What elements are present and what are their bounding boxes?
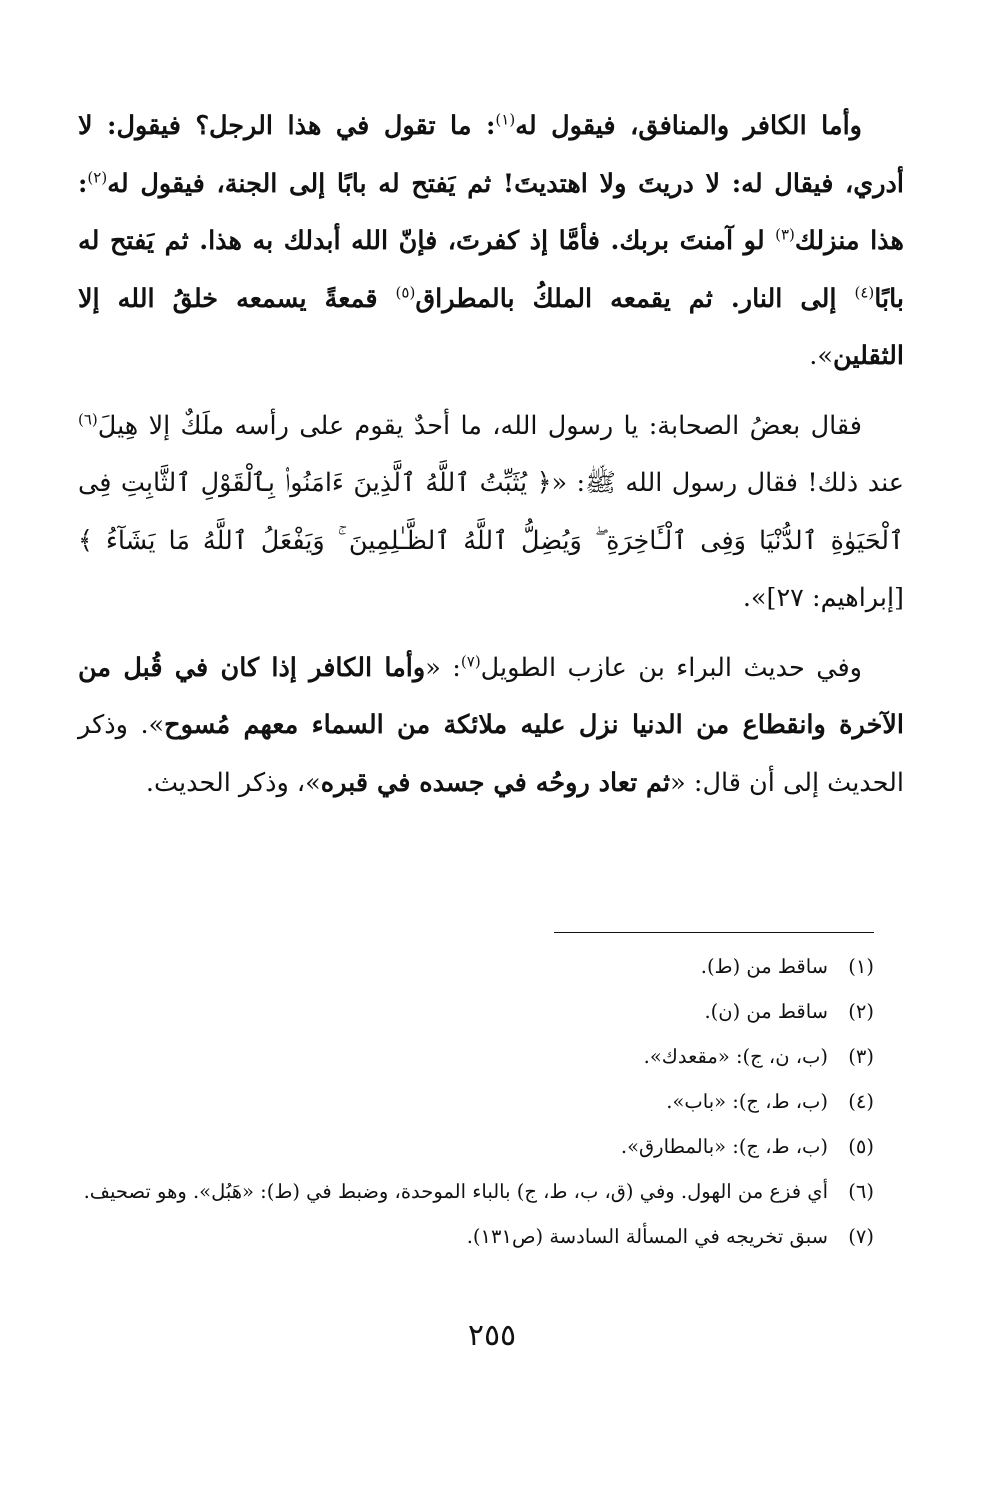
footnote-text: (ب، ط، ج): «باب». — [666, 1090, 828, 1113]
text-segment: عند ذلك! فقال رسول الله ﷺ: «﴿ يُثَبِّتُ ٱللَّهُ ٱلَّذِينَ ءَامَنُوا۟ بِٱلْقَوْلِ ٱلثَّابِتِ فِى ٱلْحَيَوٰةِ ٱلدُّنْيَا وَفِى ٱلْـَٔاخِرَةِ ۖ وَيُضِلُّ ٱللَّهُ ٱلظَّـٰلِمِينَ ۚ وَيَفْعَلُ ٱللَّهُ مَا يَشَآءُ ﴾ [إبراهيم: ٢٧]». — [78, 468, 904, 613]
footnote-item — [78, 1124, 874, 1169]
page-number: ٢٥٥ — [467, 1318, 517, 1353]
footnote-text: (ب، ن، ج): «مقعدك». — [643, 1045, 828, 1068]
footnote-marker: (٣) — [775, 225, 795, 244]
footnote-number: (٥) — [848, 1135, 874, 1158]
footnote-number: (٢) — [848, 1000, 874, 1023]
text-segment: ». — [809, 341, 833, 371]
footnote-item — [78, 1034, 874, 1079]
footnote-text: أي فزع من الهول. وفي (ق، ب، ط، ج) بالباء الموحدة، وضبط في (ط): «هَبُل». وهو تصحيف. — [83, 1180, 828, 1203]
footnote-marker: (٧) — [460, 652, 481, 670]
footnote-number: (٤) — [848, 1090, 874, 1113]
footnote-text: ساقط من (ن). — [704, 1000, 828, 1023]
footnote-item — [78, 1214, 874, 1259]
bold-text-segment: وأما الكافر إذا كان في قُبل من الآخرة وانقطاع من الدنيا نزل عليه ملائكة من السماء معهم مُسوح — [78, 652, 904, 740]
bold-text-segment: ثم تعاد روحُه في جسده في قبره — [320, 767, 671, 798]
footnote-text: سبق تخريجه في المسألة السادسة (ص١٣١). — [466, 1225, 828, 1248]
text-segment: وفي حديث البراء بن عازب الطويل — [480, 652, 862, 683]
footnote-marker: (١) — [495, 110, 516, 129]
footnote-separator — [554, 932, 874, 933]
bold-text-segment: قمعةً يسمعه خلقُ الله إلا الثقلين — [78, 283, 904, 371]
bold-text-segment: إلى النار. ثم يقمعه الملكُ بالمطراق — [415, 283, 855, 314]
bold-text-segment: وأما الكافر والمنافق، فيقول له — [515, 111, 862, 141]
footnote-number: (٦) — [848, 1180, 874, 1203]
footnote-item — [78, 1169, 874, 1214]
footnote-marker: (٦) — [78, 410, 98, 428]
footnote-number: (١) — [848, 955, 874, 978]
text-segment: ». وذكر الحديث إلى أن قال: « — [78, 710, 904, 798]
main-text-body — [78, 98, 904, 812]
text-segment: فقال بعضُ الصحابة: يا رسول الله، ما أحدٌ يقوم على رأسه ملَكٌ إلا هِيلَ — [97, 410, 862, 441]
footnote-number: (٣) — [848, 1045, 874, 1068]
paragraph-sahaba-question — [78, 398, 904, 628]
footnote-text: ساقط من (ط). — [700, 955, 828, 978]
bold-text-segment: لو آمنتَ بربك. فأمَّا إذ كفرتَ، فإنّ الله أبدلك به هذا. ثم يَفتح له بابًا — [78, 226, 905, 314]
footnote-item — [78, 944, 874, 989]
footnote-marker: (٥) — [395, 283, 416, 301]
paragraph-bara-hadith — [78, 640, 904, 813]
footnotes-section — [78, 944, 874, 1259]
bold-text-segment: : هذا منزلك — [78, 168, 905, 256]
footnote-item — [78, 1079, 874, 1124]
text-segment: »، وذكر الحديث. — [145, 767, 321, 798]
footnote-item — [78, 989, 874, 1034]
footnote-number: (٧) — [848, 1225, 874, 1248]
bold-text-segment: : ما تقول في هذا الرجل؟ فيقول: لا أدري، فيقال له: لا دريتَ ولا اهتديتَ! ثم يَفتح له بابًا إلى الجنة، فيقول له — [78, 111, 904, 199]
paragraph-kafir-munafiq — [78, 98, 904, 386]
text-segment: : « — [425, 652, 461, 683]
footnote-text: (ب، ط، ج): «بالمطارق». — [620, 1135, 828, 1158]
footnote-marker: (٢) — [87, 168, 108, 186]
footnote-marker: (٤) — [854, 283, 875, 301]
